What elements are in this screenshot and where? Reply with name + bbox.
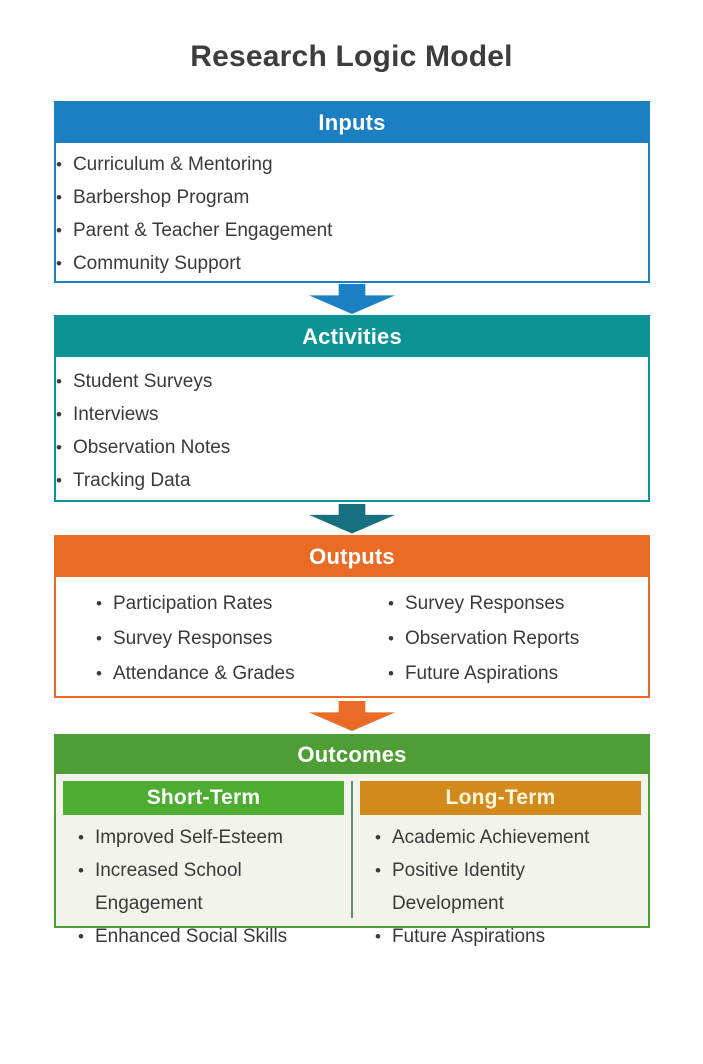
list-item: [388, 621, 648, 656]
list-item-label: Curriculum & Mentoring: [72, 154, 273, 175]
down-arrow-icon: [309, 504, 395, 534]
list-item-label: Barbershop Program: [72, 187, 250, 208]
list-item: [56, 148, 332, 181]
activities-list: [56, 365, 230, 497]
list-item: [56, 365, 230, 398]
inputs-list: [56, 148, 332, 280]
outcomes-body: [56, 774, 648, 947]
bullet-icon: •: [56, 372, 62, 391]
list-item: [375, 854, 641, 920]
outputs-list-left: [96, 586, 352, 691]
section-outcomes: [54, 734, 650, 947]
list-item: [56, 464, 230, 497]
bullet-icon: •: [96, 629, 102, 648]
list-item: [56, 431, 230, 464]
logic-model-diagram: [54, 101, 650, 947]
list-item-label: Future Aspirations: [391, 926, 546, 947]
bullet-icon: •: [388, 629, 394, 648]
bullet-icon: •: [375, 927, 381, 946]
inputs-header: Inputs: [56, 103, 648, 143]
list-item: [388, 656, 648, 691]
bullet-icon: •: [56, 188, 62, 207]
list-item-label: Tracking Data: [72, 470, 191, 491]
connector-row: [54, 502, 650, 535]
list-item-label: Survey Responses: [404, 593, 565, 614]
bullet-icon: •: [56, 155, 62, 174]
long-term-list: [360, 821, 641, 953]
list-item-label: Academic Achievement: [391, 827, 590, 848]
bullet-icon: •: [56, 405, 62, 424]
outputs-list-right: [388, 586, 648, 691]
activities-body: [56, 357, 648, 500]
list-item-label: Future Aspirations: [404, 663, 559, 684]
outcomes-long-term-panel: [353, 774, 648, 947]
bullet-icon: •: [56, 254, 62, 273]
bullet-icon: •: [78, 927, 84, 946]
list-item-label: Increased School Engagement: [94, 860, 242, 914]
list-item: [96, 656, 352, 691]
list-item-label: Interviews: [72, 404, 159, 425]
list-item-label: Participation Rates: [112, 593, 273, 614]
list-item: [78, 920, 344, 953]
bullet-icon: •: [78, 828, 84, 847]
down-arrow-icon: [309, 701, 395, 731]
list-item: [78, 821, 344, 854]
page-title: Research Logic Model: [190, 40, 513, 73]
list-item-label: Observation Reports: [404, 628, 580, 649]
list-item: [375, 920, 641, 953]
list-item-label: Survey Responses: [112, 628, 273, 649]
list-item: [375, 821, 641, 854]
long-term-header: Long-Term: [360, 781, 641, 815]
list-item-label: Community Support: [72, 253, 241, 274]
section-outputs: [54, 535, 650, 698]
list-item-label: Attendance & Grades: [112, 663, 295, 684]
activities-header: Activities: [56, 317, 648, 357]
list-item-label: Parent & Teacher Engagement: [72, 220, 333, 241]
bullet-icon: •: [56, 471, 62, 490]
list-item-label: Student Surveys: [72, 371, 213, 392]
short-term-header: Short-Term: [63, 781, 344, 815]
connector-row: [54, 698, 650, 734]
bullet-icon: •: [56, 221, 62, 240]
bullet-icon: •: [96, 594, 102, 613]
list-item-label: Enhanced Social Skills: [94, 926, 288, 947]
list-item: [56, 181, 332, 214]
list-item: [56, 214, 332, 247]
bullet-icon: •: [388, 594, 394, 613]
outputs-body: [56, 577, 648, 696]
short-term-list: [63, 821, 344, 953]
bullet-icon: •: [78, 861, 84, 880]
bullet-icon: •: [388, 664, 394, 683]
list-item-label: Positive Identity Development: [391, 860, 526, 914]
bullet-icon: •: [96, 664, 102, 683]
down-arrow-icon: [309, 284, 395, 314]
list-item-label: Improved Self-Esteem: [94, 827, 283, 848]
outcomes-short-term-panel: [56, 774, 351, 947]
list-item: [56, 247, 332, 280]
inputs-body: [56, 143, 648, 281]
list-item-label: Observation Notes: [72, 437, 231, 458]
outputs-column-right: [352, 586, 648, 696]
bullet-icon: •: [56, 438, 62, 457]
list-item: [96, 621, 352, 656]
bullet-icon: •: [375, 828, 381, 847]
outputs-column-left: [56, 586, 352, 696]
section-inputs: [54, 101, 650, 283]
list-item: [96, 586, 352, 621]
bullet-icon: •: [375, 861, 381, 880]
outputs-header: Outputs: [56, 537, 648, 577]
outcomes-header: Outcomes: [56, 736, 648, 774]
section-activities: [54, 315, 650, 502]
list-item: [78, 854, 344, 920]
list-item: [388, 586, 648, 621]
connector-row: [54, 283, 650, 315]
list-item: [56, 398, 230, 431]
